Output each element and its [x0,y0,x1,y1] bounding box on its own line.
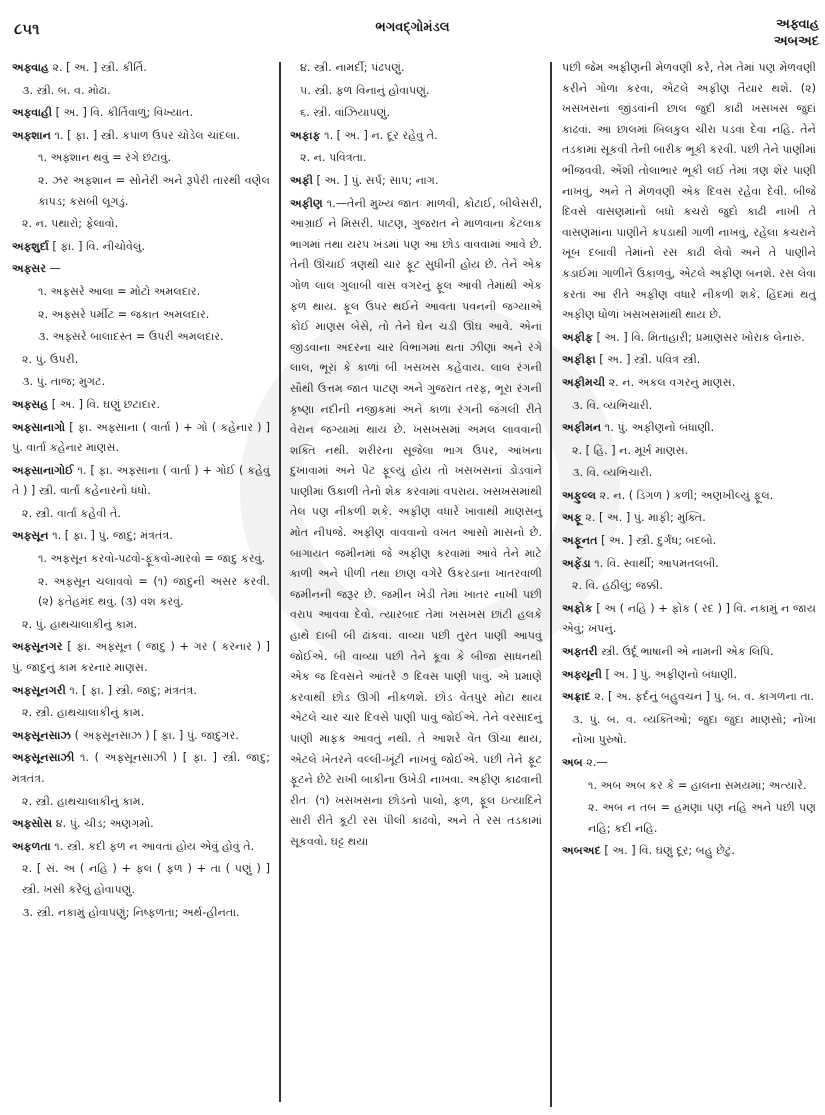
definition-text: ૩. સ્ત્રી. બ. વ. મોઢાં. [22,83,111,97]
definition-text: ૨. ન. ( ડિંગળ ) કળી; અણખીલ્યું ફૂલ. [596,488,774,502]
entry-sense [290,81,542,102]
definition-text: ૧. સ્ત્રી. કદી ફળ ન આવતાં હોય એવું હોવું તે. [50,839,255,853]
headword: અફ્તરી [562,645,598,659]
dictionary-entry [562,687,816,708]
headword: અફીમચી [562,375,606,389]
definition-text: [ અ. ] વિ. ઘણું છટાદાર. [48,397,161,411]
definition-text: ૧. અફ્શાન થવું = રંગે છંટાવું. [38,151,172,165]
column-2 [290,58,542,855]
definition-text: ૧. [ ફા. ] સ્ત્રી. જાદુ; મંત્રતંત્ર. [65,683,197,697]
dictionary-entry [290,126,542,147]
entry-sense [12,504,270,525]
headword: અફ્સોસ [12,817,53,831]
entry-sense [12,572,270,613]
dictionary-entry [12,681,270,702]
definition-text: [ અ. ] સ્ત્રી. પવિત્ર સ્ત્રી. [595,353,701,367]
book-title: ભગવદ્ગોમંડલ [375,20,450,35]
dictionary-entry [562,753,816,774]
definition-text: ૨. પું. હાથચાલાકીનું કામ. [22,617,138,631]
entry-sense [12,549,270,570]
headword: અફ્સૂનગરી [12,683,66,697]
entry-sense [12,305,270,326]
definition-text: ૧. અફ્સૂન કરવો-પઢવો-ફૂંકવો-મારવો = જાદુ કરવું. [38,552,266,566]
entry-sense [12,859,270,900]
headword: અફળતા [12,839,51,853]
headword: અફીણ [290,196,323,210]
dictionary-entry [12,837,270,858]
dictionary-entry [12,126,270,147]
entry-sense [562,576,816,597]
dictionary-entry [12,461,270,502]
headword: અફ્વાહી [12,106,53,120]
headword: અફુલ્લ [562,488,597,502]
definition-text: સ્ત્રી. ઉર્દૂ ભાષાની એ નામની એક લિપિ. [597,645,774,659]
definition-text: ૨. ન. અકલ વગરનું માણસ. [605,375,736,389]
definition-text: ( અફ્સૂનસાઝ ) [ ફા. ] પું. જાદુગર. [71,728,239,742]
definition-text: ૨. [ અ. ] પું. માફી; મુક્તિ. [581,511,706,525]
entry-sense [12,282,270,303]
headword: અફ્શુર્દા [12,239,49,253]
dictionary-entry [562,373,816,394]
definition-text: ૩. વિ. વ્યભિચારી. [572,466,653,480]
definition-text: [ અ. ] પું. અફીણનો બંધાણી. [601,667,738,681]
definition-text: ૧. વિ. સ્વાર્થી; આપમતલબી. [590,556,719,570]
entry-sense [562,798,816,839]
dictionary-entry [12,526,270,547]
definition-text: ૨. [ અ. ફર્દનું બહુવચન ] પું. બ. વ. કાગળના તા. [590,690,815,704]
definition-text: ૨. પું. ઉપરી. [22,352,79,366]
headword: અફોક [562,601,593,615]
definition-text: ૨. અફ્સરે પર્મીટ = જકાત અમલદાર. [38,307,210,321]
entry-sense [562,710,816,751]
dictionary-entry [562,531,816,552]
definition-text: ૨.— [582,756,608,769]
definition-text: ૨. સ્ત્રી. હાથચાલાકીનું કામ. [22,794,145,808]
dictionary-entry [562,841,816,862]
headword: અફ્સહ [12,397,49,411]
definition-text: ૨. [ સં. અ ( નહિ ) + ફલ ( ફળ ) + તા ( પણું ) ] સ્ત્રી. ખસી કરેલું હોવાપણું. [22,862,270,896]
definition-text: ૪. સ્ત્રી. નામર્દી; પંઢપણું. [300,61,405,74]
definition-text: ૧.—તેની મુખ્ય જાતઃ માળવી, કોટાઈ, બીલેસરી, આગ્રાઈ ને મિસરી. પાટણ, ગુજરાત ને માળવાના કેટલાક ભાગમાં તથા યરપ ખંડમાં પણ આ છોડ વાવવામાં આવે છે. તેની ઊંચાઈ ત્રણથી ચાર ફૂટ સુધીની હોય છે. તેને એક ગોળ લાલ ગુલાબી વાસ વગરનું ફૂલ આવી તેમાંથી એક ફળ થાય. ફૂલ ઉપર થઈને આવતા પવનની જગ્યાએ કોઈ માણસ બેસે, તો તેને ઘેન ચડી ઊંઘ આવે. એનાં જીંડવાના અંદરના ચાર વિભાગમાં થતાં ઝીણાં અને રંગે લાલ, ભૂરાં કે કાળાં બી ખસખસ કહેવાય. લાલ રંગની સૌથી ઉત્તમ જાત પાટણ અને ગુજરાત તરફ, ભૂરા રંગની કૃષ્ણા નદીની નજીકમાં અને કાળા રંગની જંગલી રીતે વેરાન જગ્યામાં થાય છે. ખસખસમાં અમલ લાવવાની શક્તિ નથી. શરીરના સૂજેલા ભાગ ઉપર, આંખના દુખાવામાં અને પેટ ફૂલ્યું હોય તો ખસખસનાં ડોડવાંને પાણીમાં ઉકાળી તેનો શેક કરવામાં વપરાય. ખસખસમાંથી તેલ પણ નીકળી શકે. અફીણ વધારે ખાવાથી માણસનું મોત નીપજે. અફીણ વાવવાનો વખત આસો માસનો છે. બાગાયત જમીનમાં જે અફીણ કરવામાં આવે તેને માટે કાળી અને પીળી તથા છાણ વગેરે ઉકરડાના ખાતરવાળી જમીનની જરૂર છે. જમીન ખેડી તેમાં ખાતર નાખી પછી વરાપ આવવા દેવો. ત્યારબાદ તેમાં ખસખસ છાંટી હલકે હાથે દાબી બી ઢાંકવાં. વાવ્યા પછી તુરત પાણી આપવું જોઈએ. બી વાવ્યા પછી તેને કૂવા કે બીજા સાધનથી એક જ દિવસને આંતરે ૭ દિવસ પાણી પાવું. એ પ્રમાણે કરવાથી છોડ ઊગી નીકળશે. છોડ વેંતપુર મોટા થાય એટલે ચાર ચાર દિવસે પાણી પાવું જોઈએ. તેને વરસાદનું પાણી માફક આવતું નથી. તે આશરે વેંત ઊંચા થાય, એટલે ખેતરને વલ્લી-ખૂંટી નાખવું જોઈએ. પછી તેને ફૂટ ફૂટને છેટે રાખી બાકીના ઉખેડી નાખવા. અફીણ કાઢવાની રીતઃ (૧) ખસખસના છોડનો પાલો, ફળ, ફૂલ ઇત્યાદિને સારી રીતે કૂટી રસ પીલી કાઢવો, અને તે રસ તડકામાં સૂકવવો. ઘટ્ટ થયા [290,196,542,848]
headword: અફેંડા [562,556,591,570]
headword: અફ્શાન [12,128,51,142]
entry-sense [12,372,270,393]
entry-sense [562,441,816,462]
definition-text: ૩. પું. તાજ; મુગટ. [22,375,106,389]
definition-text: ૧. [ ફા. ] પું. જાદુ; મંત્રતંત્ર. [48,529,173,543]
dictionary-entry [12,259,270,280]
definition-text: ૧. અબ અબ કર કે = હાલના સમયમાં; અત્યારે. [588,778,807,792]
definition-text: ૧. પું. અફીણનો બંધાણી. [601,421,715,435]
headword: અફીફા [562,353,596,367]
definition-text: ૩. વિ. વ્યભિચારી. [572,398,653,412]
definition-text: — [46,262,61,276]
headword: અફૂનત [562,534,598,548]
page-number: ૮૫૧ [14,20,40,38]
dictionary-entry [562,642,816,663]
dictionary-entry [562,599,816,640]
dictionary-entry [12,814,270,835]
definition-text: [ ફા. ] વિ. નીચોવેલું. [48,239,145,253]
dictionary-entry [562,665,816,686]
headword: અફ્સાનાગોઈ [12,463,74,477]
dictionary-entry [12,748,270,789]
column-1 [12,58,270,925]
definition-text: ૧. અફ્સરે આલા = મોટો અમલદાર. [38,284,201,298]
headword: અફ્સાનાગો [12,420,66,434]
definition-text: [ અ. ] વિ. ઘણું દૂર; બહુ છેટું. [600,844,735,858]
dictionary-entry [12,637,270,678]
definition-text: ૨. [ અ. ] સ્ત્રી. કીર્તિ. [48,61,147,74]
dictionary-entry [562,328,816,349]
entry-sense [562,776,816,797]
definition-text: ૫. સ્ત્રી. ફળ વિનાનું હોવાપણું. [300,83,430,97]
dictionary-entry [12,103,270,124]
headword: અબ [562,756,583,769]
dictionary-entry [562,554,816,575]
headword: અફીમન [562,421,602,435]
headword: અફ્સર [12,262,47,276]
definition-text: ૧. [ ફા. ] સ્ત્રી. કપાળ ઉપર ચોડેલ ચાંદલા. [50,128,240,142]
guide-word-first: અફ્વાહ [776,17,819,32]
dictionary-entry [562,508,816,529]
definition-text: [ અ ( નહિ ) + ફોક ( રદ ) ] વિ. નકામું ન જાય એવું; ખપનું. [562,601,816,636]
headword: અબઅદ [562,844,601,858]
entry-sense [12,350,270,371]
guide-word-last: અબઅદ [773,34,819,49]
dictionary-entry [12,418,270,459]
guide-words [774,16,819,50]
headword: અફ્રાદ [562,690,591,704]
definition-text: ૨. ન. પવિત્રતા. [300,151,367,165]
column-divider [279,62,281,1102]
definition-text: ૨. [ હિં. ] ન. મૂર્ખ માણસ. [572,443,689,457]
headword: અફ્વાહ [12,61,49,74]
definition-text: ૨. વિ. હઠીલું; જક્કી. [572,579,663,593]
entry-sense [12,81,270,102]
entry-sense [290,58,542,79]
definition-text: [ અ. ] વિ. મિતાહારી; પ્રમાણસર ખોરાક લેનારું. [592,330,805,344]
headword: અફી [290,173,313,187]
definition-text: [ ફા. અફ્સૂન ( જાદુ ) + ગર ( કરનાર ) ] પું. જાદુનું કામ કરનાર માણસ. [12,640,270,675]
entry-sense [12,703,270,724]
definition-text: ૨. અફ્સૂન ચલાવવો = (૧) જાદુની અસર કરવી. (૨) ફતેહમંદ થવું. (૩) વશ કરવું. [38,574,270,609]
column-divider [550,62,552,1107]
headword: અફ્સૂન [12,529,49,543]
entry-sense [12,792,270,813]
entry-sense [290,103,542,124]
entry-sense [290,148,542,169]
entry-sense [562,396,816,417]
dictionary-entry [290,171,542,192]
headword: અફાફ [290,128,321,142]
definition-text: ૧. [ અ. ] ન. દૂર રહેવું તે. [320,128,438,142]
definition-text: પછી જેમ અફીણની મેળવણી કરે, તેમ તેમાં પણ મેળવણી કરીને ગોળા કરવા, એટલે અફીણ તૈયાર થશે. (૨) ખસખસનાં જીંડવાંની છાલ જુદી કાઢી ખસખસ જુદાં કાઢવાં. આ છાલમાં બિલકુલ ચીરા પડવા દેવા નહિ. તેને તડકામાં સૂકવી તેની બારીક ભૂકી કરવી. પછી તેને પાણીમાં ભીંજવવી. એંશી તોલાભાર ભૂકી લઈ તેમાં ત્રણ શેર પાણી નાખવું, અને તે મેળવણી એક દિવસ રહેવા દેવી. બીજે દિવસે વાસણમાંનો બધો કચરો જુદો કાઢી નાખી તે વાસણમાંના પાણીને કપડાથી ગાળી નાખવું, રહેલા કચરાને ખૂબ દબાવી તેમાંનો રસ કાઢી લેવો અને તે પાણીને કડાઈમાં ગાળીને ઉકાળવું, એટલે અફીણ બનશે. રસ લેવા કરતાં આ રીતે અફીણ વધારે નીકળી શકે. હિંદમાં થતું અફીણ ધોળાં ખસખસમાંથી થાય છે. [562,61,816,322]
definition-text: ૨. ઝર અફ્શાન = સોનેરી અને રૂપેરી તારથી વણેલ કાપડ; કસબી લૂગડું. [38,173,270,208]
entry-sense [12,214,270,235]
dictionary-entry [12,726,270,747]
entry-sense [12,171,270,212]
definition-text: ૩. અફ્સરે બાલાદસ્ત = ઉપરી અમલદાર. [38,330,224,344]
dictionary-entry [290,194,542,853]
dictionary-entry [12,237,270,258]
headword: અફ્સૂનસાઝી [12,751,75,765]
headword: અફ્સૂનગર [12,640,63,654]
dictionary-entry [562,486,816,507]
column-3 [562,58,816,864]
entry-sense [12,615,270,636]
definition-text: ૨. અબ ન તબ = હમણાં પણ નહિ અને પછી પણ નહિ; કદી નહિ. [588,801,816,835]
definition-text: ૨. ન. પથારો; ફેલાવો. [22,217,119,231]
definition-text: ૪. પું. ચીડ; અણગમો. [52,817,154,831]
dictionary-entry [562,350,816,371]
entry-sense [12,148,270,169]
entry-sense [12,903,270,924]
definition-text: ૩. પું. બ. વ. વ્યક્તિઓ; જુદા જુદા માણસો; નોખા નોખા પુરુષો. [572,712,816,747]
page-header [0,12,825,52]
entry-sense [12,327,270,348]
definition-text: ૬. સ્ત્રી. વાંઝિયાપણું. [300,106,391,120]
headword: અફ્યૂની [562,667,602,681]
headword: અફ્સૂનસાઝ [12,728,72,742]
definition-text: [ ફા. અફ્સાના ( વાર્તા ) + ગો ( કહેનાર ) ] પું. વાર્તા કહેનાર માણસ. [12,420,270,455]
definition-text: ૧. ( અફ્સૂનસાઝી ) [ ફા. ] સ્ત્રી. જાદુ; મંત્રતંત્ર. [12,751,270,785]
definition-text: [ અ. ] વિ. કીર્તિવાળું; વિખ્યાત. [52,106,194,120]
definition-text: [ અ. ] પું. સર્પ; સાપ; નાગ. [313,173,439,187]
dictionary-entry [12,395,270,416]
entry-sense [562,463,816,484]
definition-text: ૨. સ્ત્રી. હાથચાલાકીનું કામ. [22,706,145,720]
entry-continuation [562,58,816,326]
dictionary-entry [562,418,816,439]
headword: અફૂ [562,511,582,525]
headword: અફીફ [562,330,593,344]
dictionary-entry [12,58,270,79]
definition-text: ૩. સ્ત્રી. નકામું હોવાપણું; નિષ્ફળતા; અર્થ-હીનતા. [22,905,240,919]
definition-text: ૧. [ ફા. અફ્સાના ( વાર્તા ) + ગોઈ ( કહેવું તે ) ] સ્ત્રી. વાર્તા કહેનારનો ધંધો. [12,463,270,498]
definition-text: [ અ. ] સ્ત્રી. દુર્ગંધ; બદબો. [597,534,717,548]
definition-text: ૨. સ્ત્રી. વાર્તા કહેવી તે. [22,506,121,520]
